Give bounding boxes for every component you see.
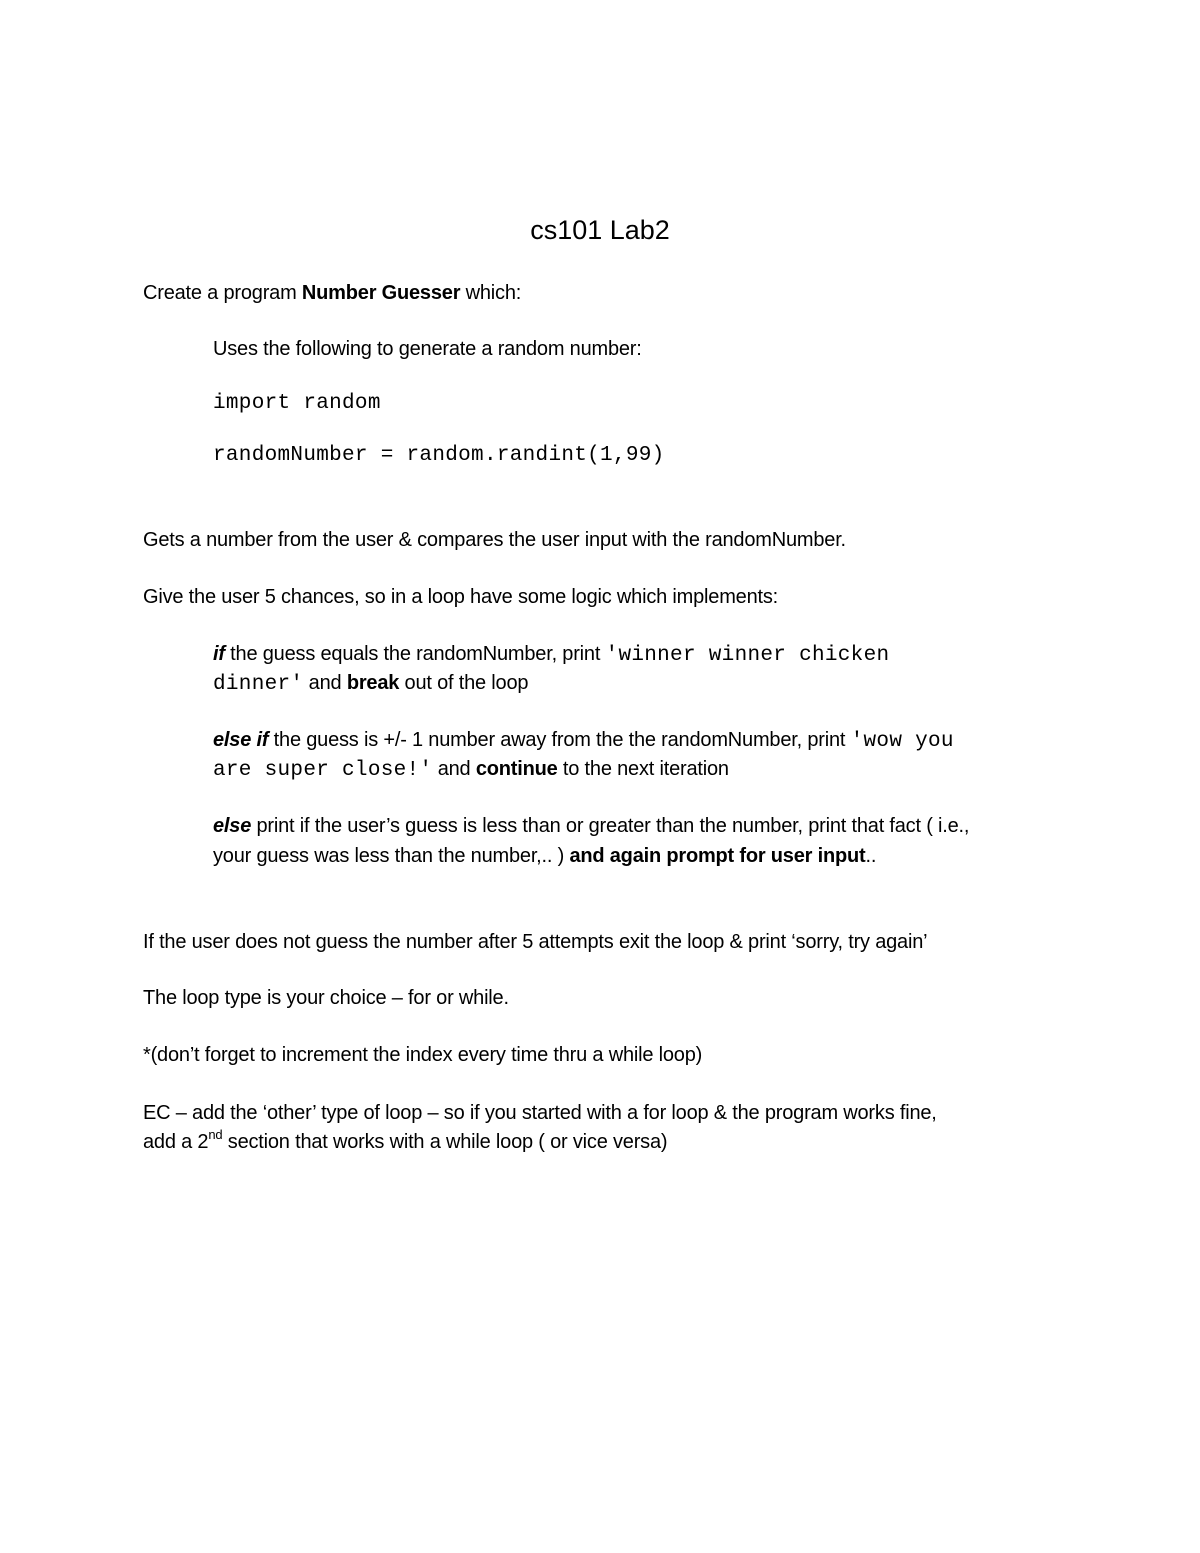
rule-elseif-text1: the guess is +/- 1 number away from the the randomNumber, print (268, 729, 851, 751)
code-import: import random (213, 392, 381, 415)
loop-type-paragraph: The loop type is your choice – for or while. (143, 987, 509, 1009)
intro-prefix: Create a program (143, 282, 302, 304)
if-keyword: if (213, 643, 225, 665)
ec-line1: EC – add the ‘other’ type of loop – so if you started with a for loop & the program works fine, (143, 1102, 937, 1124)
rule-if-text2: and (303, 672, 347, 694)
rule-elseif-text3: to the next iteration (557, 758, 729, 780)
ec-line2-prefix: add a 2 (143, 1131, 209, 1153)
else-keyword: else (213, 815, 252, 837)
rule-else-line2 (213, 841, 876, 871)
intro-paragraph (143, 278, 521, 308)
gets-number-paragraph: Gets a number from the user & compares the user input with the randomNumber. (143, 529, 846, 551)
page-title: cs101 Lab2 (530, 215, 670, 245)
code-randint: randomNumber = random.randint(1,99) (213, 444, 665, 467)
rule-else-text3: .. (865, 845, 877, 867)
rule-if-line2 (213, 668, 528, 700)
rule-if-line1 (213, 639, 889, 671)
rule-if-text1: the guess equals the randomNumber, print (224, 643, 606, 665)
generate-text: Uses the following to generate a random number: (213, 338, 642, 360)
rule-elseif-text2: and (432, 758, 476, 780)
intro-suffix: which: (460, 282, 522, 304)
elseif-keyword: else if (213, 729, 269, 751)
program-name: Number Guesser (301, 282, 461, 304)
continue-keyword: continue (475, 758, 558, 780)
rule-else-text1: print if the user’s guess is less than or greater than the number, print that fact ( i.e., (251, 815, 970, 837)
rule-elseif-line2 (213, 754, 729, 786)
rule-elseif-line1 (213, 725, 954, 757)
rule-elseif-code1: 'wow you (850, 730, 954, 753)
break-keyword: break (346, 672, 400, 694)
ec-line2 (143, 1127, 667, 1157)
rule-else-text2: your guess was less than the number,.. ) (213, 845, 570, 867)
ec-superscript: nd (208, 1127, 223, 1143)
again-prompt-bold: and again prompt for user input (569, 845, 866, 867)
rule-elseif-code2: are super close!' (213, 759, 433, 782)
give-chances-paragraph: Give the user 5 chances, so in a loop have some logic which implements: (143, 586, 779, 608)
rule-if-code1: 'winner winner chicken (605, 644, 890, 667)
rule-if-text3: out of the loop (399, 672, 529, 694)
rule-if-code2: dinner' (213, 673, 304, 696)
ec-line2-suffix: section that works with a while loop ( or vice versa) (222, 1131, 668, 1153)
rule-else-line1 (213, 811, 969, 841)
attempts-paragraph: If the user does not guess the number after 5 attempts exit the loop & print ‘sorry, try again’ (143, 931, 928, 953)
reminder-paragraph: *(don’t forget to increment the index every time thru a while loop) (143, 1044, 703, 1066)
